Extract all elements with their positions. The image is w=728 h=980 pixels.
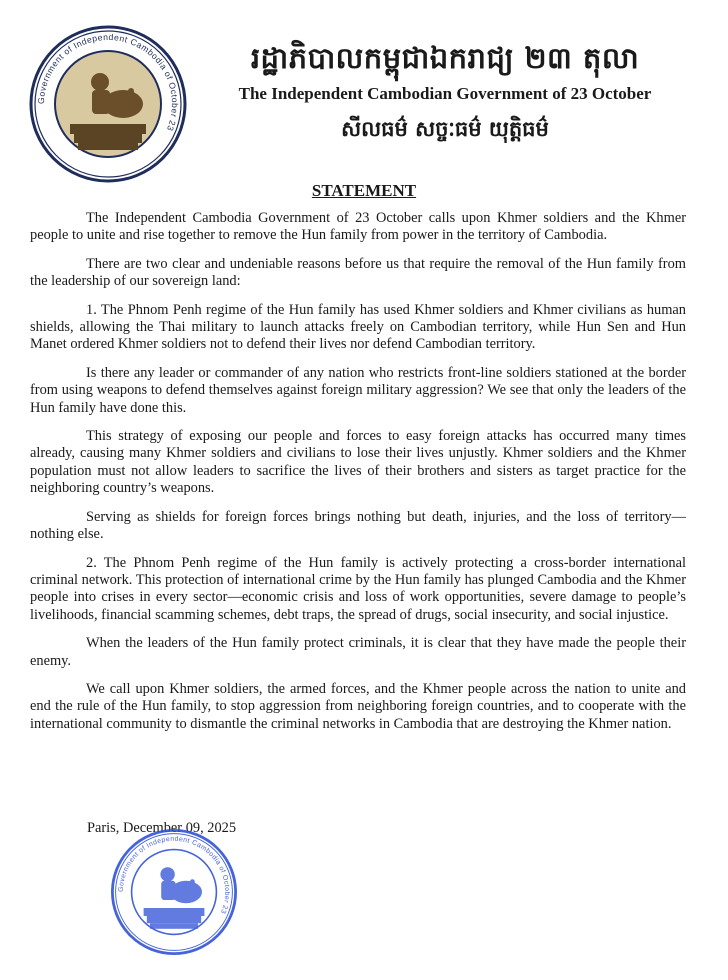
- letterhead: [195, 38, 695, 144]
- english-government-title: The Independent Cambodian Government of 23 October: [238, 84, 652, 103]
- signoff-place-date: Paris, December 09, 2025: [87, 820, 237, 836]
- paragraph: There are two clear and undeniable reasons before us that require the removal of the Hun family from the leadership of our sovereign land:: [30, 255, 686, 290]
- khmer-motto: សីលធម៌ សច្ចៈធម៌ យុត្តិធម៌: [341, 117, 549, 141]
- statement-heading: STATEMENT: [311, 181, 417, 200]
- paragraph: Serving as shields for foreign forces brings nothing but death, injuries, and the loss of territory—nothing else.: [30, 508, 686, 543]
- paragraph: 2. The Phnom Penh regime of the Hun family is actively protecting a cross-border international criminal network. This protection of international crime by the Hun family has plunged Cambodia and the Khmer people into crises in every sector—economic crisis and loss of work opportunities, severe damage to people’s livelihoods, financial scamming schemes, debt traps, the spread of drugs, social insecurity, and social injustice.: [30, 554, 686, 623]
- government-seal-logo: [28, 24, 188, 184]
- statement-body: [30, 210, 686, 744]
- paragraph: When the leaders of the Hun family protect criminals, it is clear that they have made the people their enemy.: [30, 635, 686, 669]
- paragraph: The Independent Cambodia Government of 23 October calls upon Khmer soldiers and the Khmer people to unite and rise together to remove the Hun family from power in the territory of Cambodia.: [30, 210, 686, 244]
- seal-ring-text: Government of Independent Cambodia of October 23: [35, 31, 181, 133]
- stamp-ring-text: Government of Independent Cambodia of October 23: [117, 835, 231, 915]
- paragraph: 1. The Phnom Penh regime of the Hun family has used Khmer soldiers and Khmer civilians as human shields, allowing the Thai military to launch attacks freely on Cambodian territory, while Hun Sen and Hun Manet ordered Khmer soldiers not to defend their lives nor defend Cambodian territory.: [30, 301, 686, 353]
- paragraph: Is there any leader or commander of any nation who restricts front-line soldiers stationed at the border from using weapons to defend themselves against foreign military aggression? We see that only the leaders of the Hun family have done this.: [30, 364, 686, 416]
- paragraph: We call upon Khmer soldiers, the armed forces, and the Khmer people across the nation to unite and end the rule of the Hun family, to stop aggression from neighboring foreign countries, and to cooperate with the international community to dismantle the criminal networks in Cambodia that are destroying the Khmer nation.: [30, 680, 686, 732]
- official-stamp-logo: [110, 828, 238, 956]
- khmer-government-title: រដ្ឋាភិបាលកម្ពុជាឯករាជ្យ ២៣ តុលា: [250, 41, 640, 75]
- paragraph: This strategy of exposing our people and forces to easy foreign attacks has occurred many times already, causing many Khmer soldiers and civilians to lose their lives unjustly. Khmer soldiers and the Khmer population must not allow leaders to sacrifice the lives of their brothers and sisters as target practice for the neighboring country’s weapons.: [30, 428, 686, 497]
